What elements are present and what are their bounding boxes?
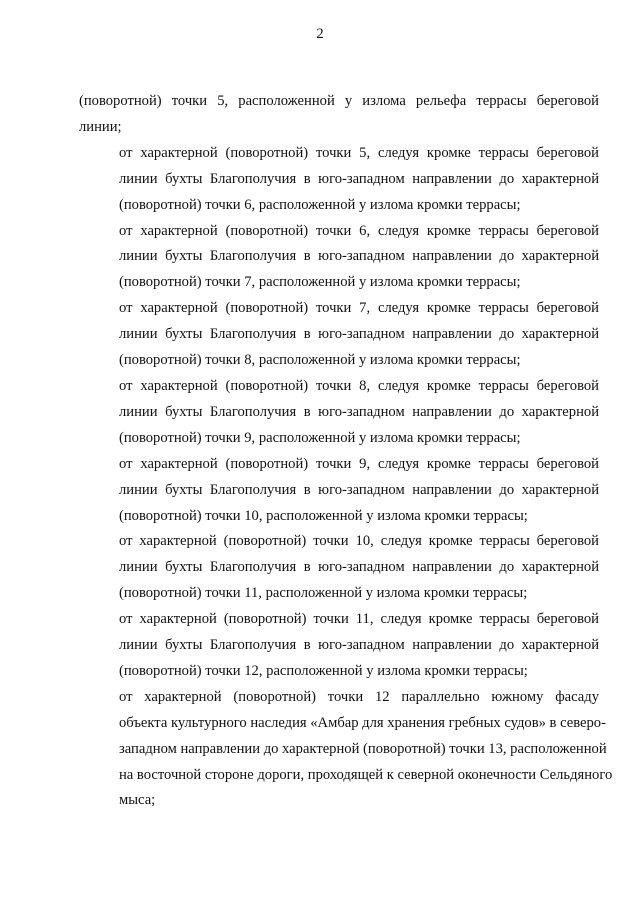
text-line: (поворотной) точки 5, расположенной у излома рельефа террасы береговой [79, 93, 599, 109]
text-line: от характерной (поворотной) точки 7, следуя кромке террасы береговой [119, 300, 599, 317]
text-line: мыса; [119, 792, 156, 809]
text-line: линии; [79, 118, 122, 135]
paragraph-point-6-to-7 [79, 219, 599, 297]
text-line: от характерной (поворотной) точки 6, следуя кромке террасы береговой [119, 222, 599, 239]
text-line: на восточной стороне дороги, проходящей к северной оконечности Сельдяного [119, 766, 613, 783]
text-line: от характерной (поворотной) точки 12 параллельно южному фасаду [119, 688, 599, 705]
text-line: линии бухты Благополучия в юго-западном направлении до характерной [119, 403, 599, 420]
text-line: западном направлении до характерной (поворотной) точки 13, расположенной [119, 740, 607, 757]
page-number: 2 [316, 26, 324, 42]
text-line: линии бухты Благополучия в юго-западном направлении до характерной [119, 481, 599, 498]
text-line: линии бухты Благополучия в юго-западном направлении до характерной [119, 637, 599, 654]
paragraph-point-5-to-6 [79, 141, 599, 219]
text-line: линии бухты Благополучия в юго-западном направлении до характерной [119, 248, 599, 265]
paragraph-point-5-continuation [79, 89, 599, 141]
text-line: от характерной (поворотной) точки 11, следуя кромке террасы береговой [119, 611, 599, 628]
paragraph-point-12-to-13 [79, 685, 613, 815]
text-line: объекта культурного наследия «Амбар для хранения гребных судов» в северо- [119, 714, 606, 731]
text-line: (поворотной) точки 11, расположенной у излома кромки террасы; [119, 585, 528, 602]
paragraph-point-9-to-10 [79, 452, 599, 530]
text-line: от характерной (поворотной) точки 10, следуя кромке террасы береговой [119, 533, 599, 550]
text-line: (поворотной) точки 8, расположенной у излома кромки террасы; [119, 352, 521, 369]
paragraph-point-10-to-11 [79, 529, 599, 607]
text-line: (поворотной) точки 10, расположенной у излома кромки террасы; [119, 507, 528, 524]
document-body [79, 89, 613, 814]
paragraph-point-8-to-9 [79, 374, 599, 452]
text-line: (поворотной) точки 9, расположенной у излома кромки террасы; [119, 429, 521, 446]
text-line: от характерной (поворотной) точки 9, следуя кромке террасы береговой [119, 455, 599, 472]
text-line: линии бухты Благополучия в юго-западном направлении до характерной [119, 326, 599, 343]
text-line: линии бухты Благополучия в юго-западном направлении до характерной [119, 559, 599, 576]
text-line: (поворотной) точки 7, расположенной у излома кромки террасы; [119, 274, 521, 291]
text-line: линии бухты Благополучия в юго-западном направлении до характерной [119, 170, 599, 187]
paragraph-point-11-to-12 [79, 607, 599, 685]
text-line: от характерной (поворотной) точки 8, следуя кромке террасы береговой [119, 377, 599, 394]
text-line: (поворотной) точки 12, расположенной у излома кромки террасы; [119, 662, 528, 679]
text-line: от характерной (поворотной) точки 5, следуя кромке террасы береговой [119, 144, 599, 161]
paragraph-point-7-to-8 [79, 296, 599, 374]
text-line: (поворотной) точки 6, расположенной у излома кромки террасы; [119, 196, 521, 213]
